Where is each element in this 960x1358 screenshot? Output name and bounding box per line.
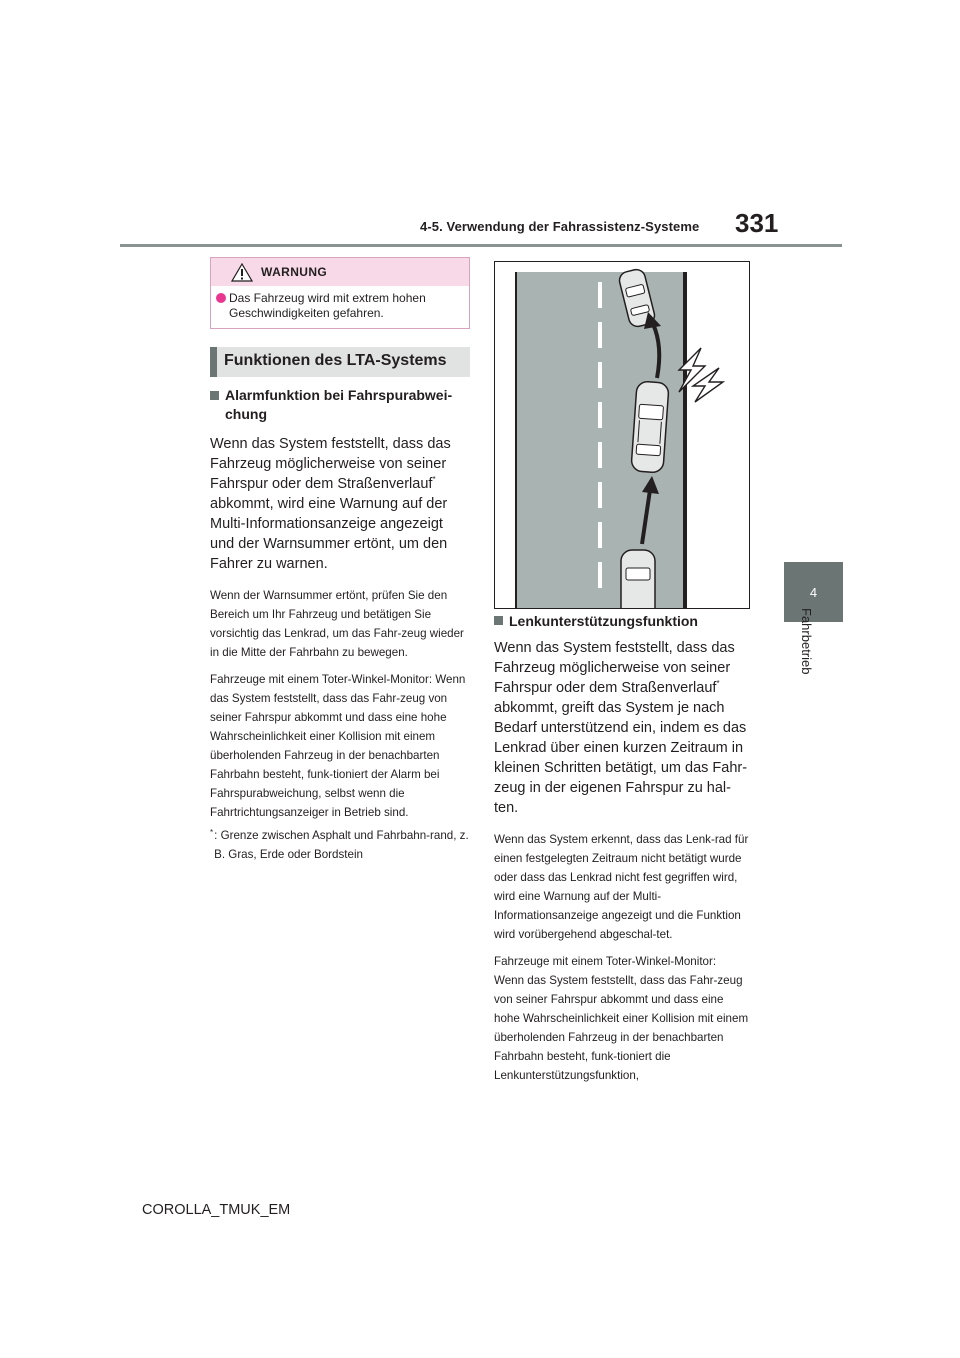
warning-triangle-icon xyxy=(231,263,253,282)
paragraph-text: Wenn das System feststellt, dass das Fahrzeug möglicherweise von seiner Fahrspur oder dem Straßenverlauf xyxy=(494,640,735,696)
car-bottom-icon xyxy=(621,550,655,608)
paragraph-text: Wenn das System feststellt, dass das Fahrzeug möglicherweise von seiner Fahrspur oder dem Straßenverlauf xyxy=(210,436,451,492)
bullet-dot-icon xyxy=(216,293,226,303)
paragraph-text-cont: abkommt, wird eine Warnung auf der Multi-Informationsanzeige angezeigt und der Warnsummer ertönt, um den Fahrer zu warnen. xyxy=(210,496,448,572)
square-bullet-icon xyxy=(494,616,503,625)
road-edge-left xyxy=(515,272,517,608)
paragraph-buzzer-note: Wenn der Warnsummer ertönt, prüfen Sie den Bereich um Ihr Fahrzeug und betätigen Sie vorsichtig das Lenkrad, um das Fahr-zeug wieder in die Mitte der Fahrbahn zu bewegen. xyxy=(210,589,464,659)
diagram-svg xyxy=(495,262,749,608)
car-middle-icon xyxy=(631,381,669,473)
footnote-mark: * xyxy=(210,828,214,837)
paragraph-steering-assist xyxy=(494,638,749,818)
subheading-steering-assist xyxy=(494,612,749,631)
square-bullet-icon xyxy=(210,391,219,400)
footnote-marker: * xyxy=(716,679,720,688)
warning-header xyxy=(211,258,469,286)
paragraph-text-cont: abkommt, greift das System je nach Bedarf unterstützend ein, indem es das Lenkrad über einen kurzen Zeitraum in kleinen Schritten betätigt, um das Fahr-zeug in der eigenen Fahrspur zu hal-ten. xyxy=(494,700,748,816)
page-number: 331 xyxy=(735,208,779,238)
subheading-text: Alarmfunktion bei Fahrspurabwei-chung xyxy=(225,387,453,422)
subheading-lane-departure xyxy=(210,386,470,424)
road-edge-right xyxy=(683,272,687,608)
document-code: COROLLA_TMUK_EM xyxy=(142,1202,291,1218)
chapter-number: 4 xyxy=(809,584,818,600)
subheading-text: Lenkunterstützungsfunktion xyxy=(509,613,698,629)
chapter-label xyxy=(790,608,814,748)
lane-departure-diagram xyxy=(494,261,750,609)
paragraph-lane-alarm xyxy=(210,434,470,574)
section-heading xyxy=(210,347,470,377)
left-column xyxy=(210,386,470,864)
section-title: Funktionen des LTA-Systems xyxy=(224,352,447,369)
right-column xyxy=(494,612,749,1085)
paragraph-steering-warning: Wenn das System erkennt, dass das Lenk-rad für einen festgelegten Zeitraum nicht betätigt wurde oder dass das Lenkrad nicht fest gegriffen wird, wird eine Warnung auf der Multi-Informationsanzeige angezeigt und die Funktion wird vorübergehend abgeschal-tet. xyxy=(494,833,749,941)
footnote-text: : Grenze zwischen Asphalt und Fahrbahn-rand, z. B. Gras, Erde oder Bordstein xyxy=(214,829,469,861)
paragraph-bsm-note: Fahrzeuge mit einem Toter-Winkel-Monitor: Wenn das System feststellt, dass das Fahr-zeug von seiner Fahrspur abkommt und dass eine hohe Wahrscheinlichkeit einer Kollision mit einem überholenden Fahrzeug in der benachbarten Fahrbahn besteht, funk-tioniert der Alarm bei Fahrspurabweichung, selbst wenn die Fahrtrichtungsanzeiger in Betrieb sind. xyxy=(210,673,466,819)
warning-box xyxy=(210,257,470,329)
header-divider xyxy=(120,244,842,247)
warning-text: Das Fahrzeug wird mit extrem hohen Geschwindigkeiten gefahren. xyxy=(229,291,426,320)
paragraph-bsm-steering: Fahrzeuge mit einem Toter-Winkel-Monitor: Wenn das System feststellt, dass das Fahr-zeug von seiner Fahrspur abkommt und dass eine hohe Wahrscheinlichkeit einer Kollision mit einem überholenden Fahrzeug in der benachbarten Fahrbahn besteht, funk-tioniert die Lenkunterstützungsfunktion, xyxy=(494,955,749,1082)
footnote xyxy=(210,826,470,864)
chapter-label-text: Fahrbetrieb xyxy=(799,608,814,675)
footnote-marker: * xyxy=(432,475,436,484)
warning-title: WARNUNG xyxy=(261,265,328,279)
running-header: 4-5. Verwendung der Fahrassistenz-Systeme xyxy=(420,219,700,234)
